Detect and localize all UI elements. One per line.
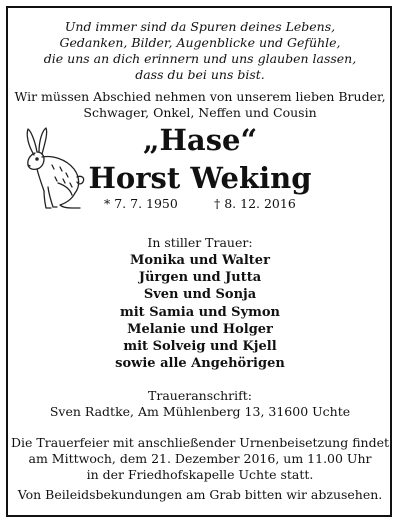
service-line: Die Trauerfeier mit anschließender Urnenbeisetzung findet bbox=[10, 435, 389, 450]
birth-date: * 7. 7. 1950 bbox=[104, 196, 178, 211]
service-line: in der Friedhofskapelle Uchte statt. bbox=[86, 467, 314, 482]
intro-line: Wir müssen Abschied nehmen von unserem lieben Bruder, bbox=[14, 89, 386, 104]
mourning-address bbox=[8, 388, 392, 420]
mourner-entry: Monika und Walter bbox=[130, 253, 270, 268]
poem-line: Und immer sind da Spuren deines Lebens, bbox=[64, 19, 336, 34]
poem bbox=[8, 19, 392, 83]
mourner-entry: mit Solveig und Kjell bbox=[123, 339, 277, 355]
address-value: Sven Radtke, Am Mühlenberg 13, 31600 Uchte bbox=[49, 404, 351, 419]
service-line: am Mittwoch, dem 21. Dezember 2016, um 11.00 Uhr bbox=[28, 451, 372, 466]
intro-line: Schwager, Onkel, Neffen und Cousin bbox=[83, 105, 317, 120]
mourning-heading: In stiller Trauer: bbox=[147, 235, 253, 250]
closing-note: Von Beileidsbekundungen am Grab bitten wir abzusehen. bbox=[17, 487, 383, 502]
poem-line: Gedanken, Bilder, Augenblicke und Gefühle, bbox=[59, 35, 341, 50]
poem-line: dass du bei uns bist. bbox=[135, 67, 265, 82]
funeral-service-info bbox=[8, 435, 392, 483]
mourner-entry: sowie alle Angehörigen bbox=[115, 356, 285, 372]
death-date: † 8. 12. 2016 bbox=[214, 196, 296, 211]
mourner-entry: Jürgen und Jutta bbox=[138, 270, 262, 286]
farewell-intro bbox=[8, 89, 392, 121]
mourner-entry: Melanie und Holger bbox=[127, 321, 273, 337]
mourner-entry: Sven und Sonja bbox=[143, 287, 257, 303]
address-label: Traueranschrift: bbox=[148, 388, 252, 403]
deceased-full-name: Horst Weking bbox=[88, 161, 312, 195]
mourner-entry: mit Samia und Symon bbox=[119, 304, 281, 320]
mourners-list bbox=[8, 252, 392, 372]
deceased-nickname: „Hase“ bbox=[142, 123, 258, 157]
poem-line: die uns an dich erinnern und uns glauben lassen, bbox=[43, 51, 357, 66]
